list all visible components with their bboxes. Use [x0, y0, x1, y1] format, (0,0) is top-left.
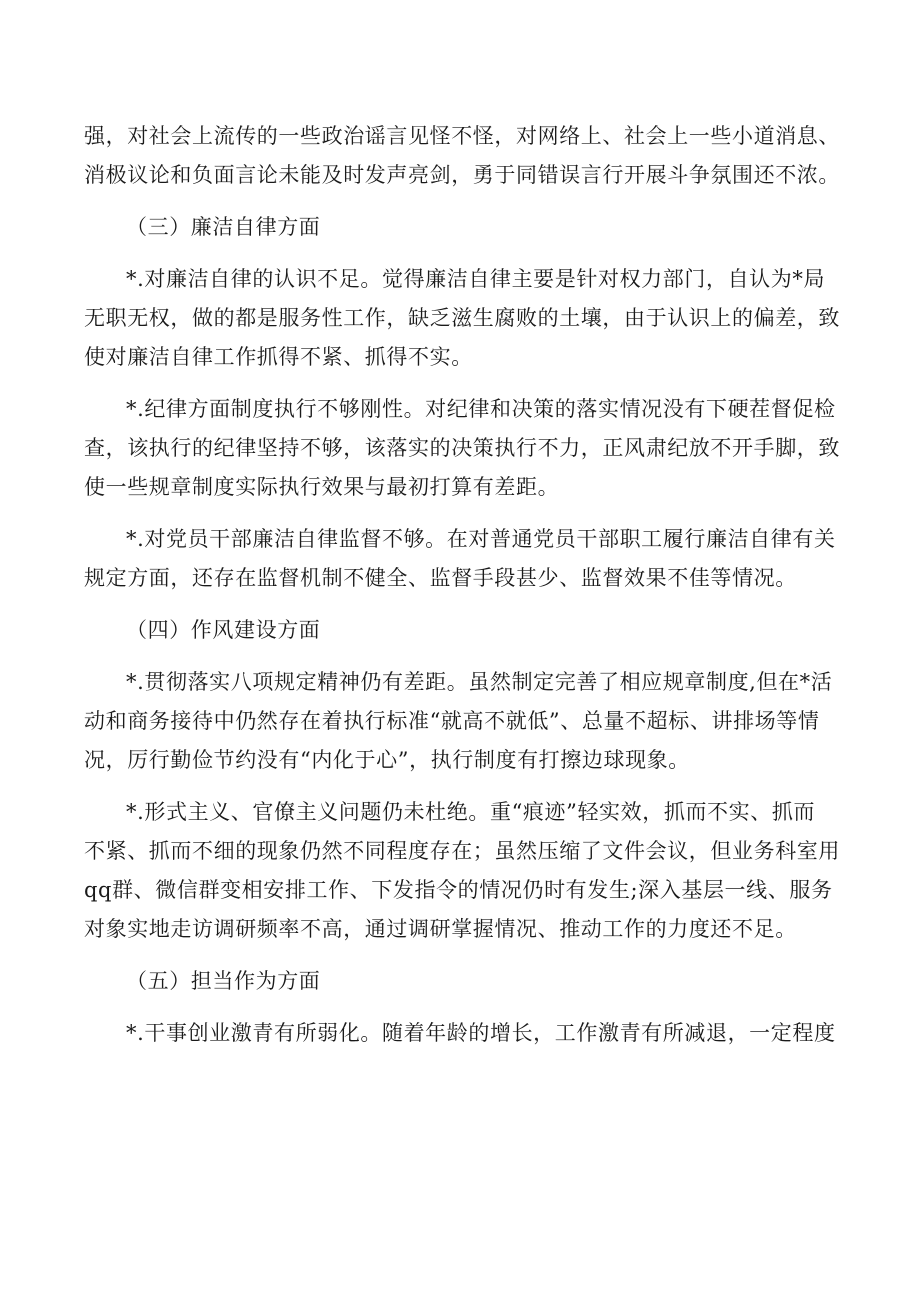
text-line: 使对廉洁自律工作抓得不紧、抓得不实。 — [84, 345, 473, 369]
text-line: 强，对社会上流传的一些政治谣言见怪不怪，对网络上、社会上一些小道消息、 — [84, 124, 840, 148]
text-line: 消极议论和负面言论未能及时发声亮剑，勇于同错误言行开展斗争氛围还不浓。 — [84, 163, 840, 187]
section-heading — [84, 962, 844, 1001]
heading-text: （三）廉洁自律方面 — [126, 215, 321, 239]
paragraph — [84, 1014, 844, 1053]
paragraph — [84, 520, 844, 598]
heading-text: （五）担当作为方面 — [126, 969, 321, 993]
text-line: *.形式主义、官僚主义问题仍未杜绝。重“痕迹”轻实效，抓而不实、抓而 — [126, 800, 816, 824]
paragraph — [84, 663, 844, 780]
heading-text: （四）作风建设方面 — [126, 618, 321, 642]
text-line: *.纪律方面制度执行不够刚性。对纪律和决策的落实情况没有下硬茬督促检 — [126, 397, 836, 421]
text-line: 无职无权，做的都是服务性工作，缺乏滋生腐败的土壤，由于认识上的偏差，致 — [84, 306, 840, 330]
paragraph — [84, 260, 844, 377]
paragraph — [84, 117, 844, 195]
text-line: *.干事创业激青有所弱化。随着年龄的增长，工作激青有所减退，一定程度 — [126, 1021, 836, 1045]
section-heading — [84, 611, 844, 650]
text-line: *.对廉洁自律的认识不足。觉得廉洁自律主要是针对权力部门，自认为*局 — [126, 267, 826, 291]
paragraph — [84, 793, 844, 949]
text-line: 不紧、抓而不细的现象仍然不同程度存在；虽然压缩了文件会议，但业务科室用 — [84, 839, 840, 863]
text-line: 动和商务接待中仍然存在着执行标准“就高不就低”、总量不超标、讲排场等情 — [84, 709, 820, 733]
text-line: *.贯彻落实八项规定精神仍有差距。虽然制定完善了相应规章制度,但在*活 — [126, 670, 833, 694]
text-line: qq群、微信群变相安排工作、下发指令的情况仍时有发生;深入基层一线、服务 — [84, 878, 833, 902]
paragraph — [84, 390, 844, 507]
text-line: *.对党员干部廉洁自律监督不够。在对普通党员干部职工履行廉洁自律有关 — [126, 527, 836, 551]
document-body — [84, 117, 844, 1066]
text-line: 查，该执行的纪律坚持不够，该落实的决策执行不力，正风肃纪放不开手脚，致 — [84, 436, 840, 460]
text-line: 规定方面，还存在监督机制不健全、监督手段甚少、监督效果不佳等情况。 — [84, 566, 797, 590]
text-line: 对象实地走访调研频率不高，通过调研掌握情况、推动工作的力度还不足。 — [84, 917, 797, 941]
section-heading — [84, 208, 844, 247]
text-line: 使一些规章制度实际执行效果与最初打算有差距。 — [84, 475, 560, 499]
text-line: 况，厉行勤俭节约没有“内化于心”，执行制度有打擦边球现象。 — [84, 748, 690, 772]
